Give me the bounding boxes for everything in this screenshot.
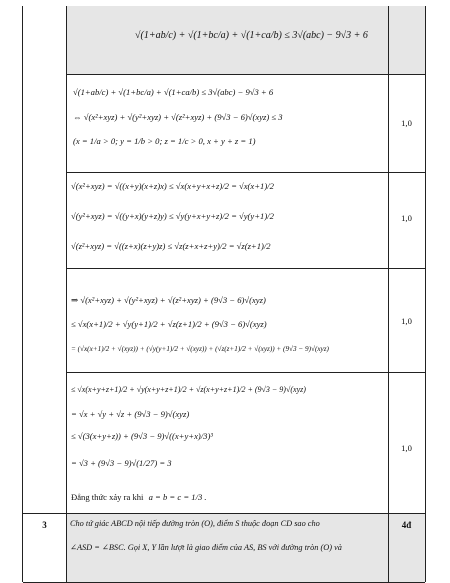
row-3-score: 1,0: [401, 213, 412, 223]
problem-text-line-2: ∠ASD = ∠BSC. Gọi X, Y lần lượt là giao điểm của AS, BS với đường tròn (O) và: [70, 543, 342, 552]
row-3-line-1: √(x²+xyz) = √((x+y)(x+z)x) ≤ √x(x+y+x+z)/2 = √x(x+1)/2: [71, 181, 274, 191]
solution-table: [22, 6, 426, 582]
row-5-line-3: ≤ √(3(x+y+z)) + (9√3 − 9)√((x+y+x)/3)³: [71, 431, 213, 441]
row-1-formula: √(1+ab/c) + √(1+bc/a) + √(1+ca/b) ≤ 3√(abc) − 9√3 + 6: [135, 30, 368, 41]
row-4-line-2: ≤ √x(x+1)/2 + √y(y+1)/2 + √z(z+1)/2 + (9√3 − 6)√(xyz): [71, 319, 267, 329]
row-3-line-3: √(z²+xyz) = √((z+x)(z+y)z) ≤ √z(z+x+z+y)/2 = √z(z+1)/2: [71, 241, 271, 251]
problem-points: 4đ: [401, 520, 412, 530]
row-2-line-1: √(1+ab/c) + √(1+bc/a) + √(1+ca/b) ≤ 3√(abc) − 9√3 + 6: [73, 87, 274, 97]
row-divider-2: [66, 172, 425, 173]
row-4-line-1: ⇒ √(x²+xyz) + √(y²+xyz) + √(z²+xyz) + (9√3 − 6)√(xyz): [71, 295, 266, 305]
row-5-score: 1,0: [401, 443, 412, 453]
row-divider-5: [23, 513, 425, 514]
row-4-line-3: = (√x(x+1)/2 + √(xyz)) + (√y(y+1)/2 + √(xyz)) + (√z(z+1)/2 + √(xyz)) + (9√3 − 9)√(xyz): [71, 345, 329, 353]
row-5-equality-note: Đẳng thức xảy ra khi a = b = c = 1/3 .: [71, 492, 207, 502]
row-4-score: 1,0: [401, 316, 412, 326]
row-5-line-1: ≤ √x(x+y+z+1)/2 + √y(x+y+z+1)/2 + √z(x+y+z+1)/2 + (9√3 − 9)√(xyz): [71, 385, 306, 394]
row-1-score-shade: [388, 6, 425, 74]
row-2-line-2: ⇔ √(x²+xyz) + √(y²+xyz) + √(z²+xyz) + (9√3 − 6)√(xyz) ≤ 3: [73, 112, 283, 122]
problem-number: 3: [42, 520, 47, 530]
row-5-line-4: = √3 + (9√3 − 9)√(1/27) = 3: [71, 458, 172, 468]
row-divider-3: [66, 268, 425, 269]
row-5-line-2: = √x + √y + √z + (9√3 − 9)√(xyz): [71, 409, 190, 419]
row-3-line-2: √(y²+xyz) = √((y+x)(y+z)y) ≤ √y(y+x+y+z)/2 = √y(y+1)/2: [71, 211, 274, 221]
col-divider-2: [388, 6, 389, 582]
row-divider-4: [66, 372, 425, 373]
row-2-score: 1,0: [401, 118, 412, 128]
col-divider-1: [66, 6, 67, 582]
row-divider-1: [66, 74, 425, 75]
row-2-line-3: (x = 1/a > 0; y = 1/b > 0; z = 1/c > 0, x + y + z = 1): [73, 136, 256, 146]
problem-text-line-1: Cho tứ giác ABCD nội tiếp đường tròn (O), điểm S thuộc đoạn CD sao cho: [70, 519, 320, 528]
